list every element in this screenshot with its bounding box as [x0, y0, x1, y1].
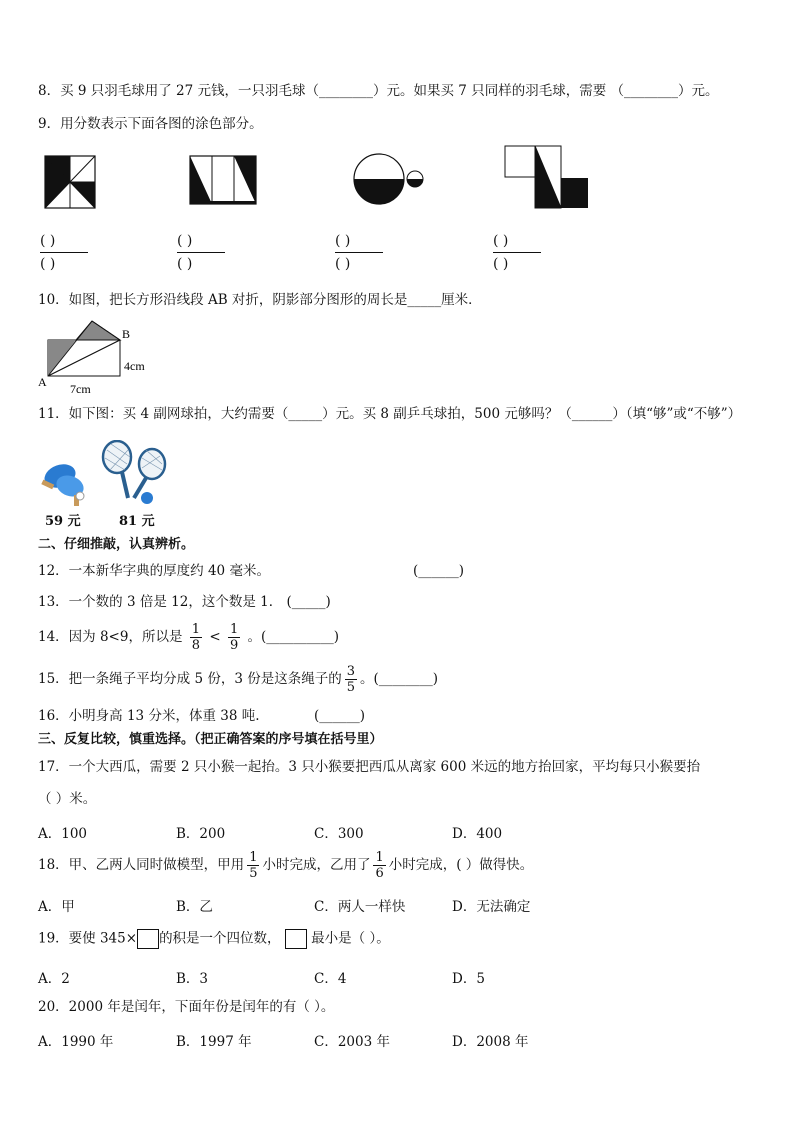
section-2-heading: 二、仔细推敲，认真辨析。 — [38, 537, 195, 552]
q20-option-d[interactable]: D．2008 年 — [452, 1034, 529, 1050]
q20-option-c[interactable]: C．2003 年 — [314, 1034, 390, 1050]
figure-folded-rectangle — [36, 318, 166, 396]
question-16: 16．小明身高 13 分米，体重 38 吨. — [38, 708, 260, 724]
q19-option-d[interactable]: D．5 — [452, 971, 485, 987]
question-20: 20．2000 年是闰年，下面年份是闰年的有（ ）。 — [38, 999, 335, 1015]
fraction-blank-3[interactable]: ( ) ( ) — [335, 231, 383, 274]
figure-square-triangles — [44, 155, 96, 209]
question-19: 19．要使 345× 的积是一个四位数， 最小是（ ）。 — [38, 929, 390, 949]
q17-option-a[interactable]: A．100 — [38, 826, 88, 842]
question-16-blank[interactable]: (______) — [314, 708, 366, 724]
price-tennis: 81 元 — [119, 514, 155, 529]
question-17: 17．一个大西瓜，需要 2 只小猴一起抬。3 只小猴要把西瓜从离家 600 米远的地方抬回家，平均每只小猴要抬 — [38, 759, 701, 775]
question-14: 14．因为 8<9，所以是 $\frac{1}{8}$ < $\frac{1}{9}$ 。(__________) — [38, 622, 340, 653]
q17-option-d[interactable]: D．400 — [452, 826, 503, 842]
price-pingpong: 59 元 — [45, 514, 81, 529]
label-height: 4cm — [124, 359, 145, 373]
q18-option-b[interactable]: B．乙 — [176, 899, 213, 915]
figure-rectangle-parallelograms — [189, 155, 257, 205]
question-18: 18．甲、乙两人同时做模型，甲用 $\frac{1}{5}$ 小时完成，乙用了 $\frac{1}{6}$ 小时完成，( ）做得快。 — [38, 850, 534, 881]
q19-option-b[interactable]: B．3 — [176, 971, 209, 987]
q20-option-b[interactable]: B．1997 年 — [176, 1034, 252, 1050]
question-15: 15．把一条绳子平均分成 5 份，3 份是这条绳子的 $\frac{3}{5}$ 。(________) — [38, 664, 439, 695]
q17-option-c[interactable]: C．300 — [314, 826, 364, 842]
label-width: 7cm — [70, 382, 91, 396]
question-9: 9．用分数表示下面各图的涂色部分。 — [38, 116, 263, 132]
fraction-blank-4[interactable]: ( ) ( ) — [493, 231, 541, 274]
question-8: 8．买 9 只羽毛球用了 27 元钱，一只羽毛球（________）元。如果买 7 只同样的羽毛球，需要 （________）元。 — [38, 83, 719, 99]
pingpong-paddles-icon — [36, 462, 88, 508]
figure-squares-diagonal — [504, 145, 590, 211]
question-12-blank[interactable]: (______) — [413, 563, 465, 579]
label-b: B — [122, 327, 131, 341]
tennis-rackets-icon — [100, 440, 170, 508]
label-a: A — [38, 375, 47, 389]
question-13: 13．一个数的 3 倍是 12，这个数是 1． (_____) — [38, 594, 331, 610]
q20-option-a[interactable]: A．1990 年 — [38, 1034, 114, 1050]
q17-option-b[interactable]: B．200 — [176, 826, 226, 842]
q18-option-a[interactable]: A．甲 — [38, 899, 75, 915]
figure-circles — [352, 152, 426, 206]
question-11: 11．如下图：买 4 副网球拍，大约需要（_____）元。买 8 副乒乓球拍，500 元够吗？（______）（填“够”或“不够”） — [38, 406, 742, 422]
answer-box-1[interactable] — [137, 929, 159, 949]
q19-option-c[interactable]: C．4 — [314, 971, 347, 987]
section-3-heading: 三、反复比较，慎重选择。（把正确答案的序号填在括号里） — [38, 732, 383, 747]
question-17-cont: （ ）米。 — [38, 791, 97, 807]
q18-option-c[interactable]: C．两人一样快 — [314, 899, 406, 915]
answer-box-2[interactable] — [285, 929, 307, 949]
fraction-blank-2[interactable]: ( ) ( ) — [177, 231, 225, 274]
question-10: 10．如图，把长方形沿线段 AB 对折，阴影部分图形的周长是_____厘米． — [38, 292, 482, 308]
question-12: 12．一本新华字典的厚度约 40 毫米。 — [38, 563, 270, 579]
q18-option-d[interactable]: D．无法确定 — [452, 899, 531, 915]
q19-option-a[interactable]: A．2 — [38, 971, 70, 987]
fraction-blank-1[interactable]: ( ) ( ) — [40, 231, 88, 274]
